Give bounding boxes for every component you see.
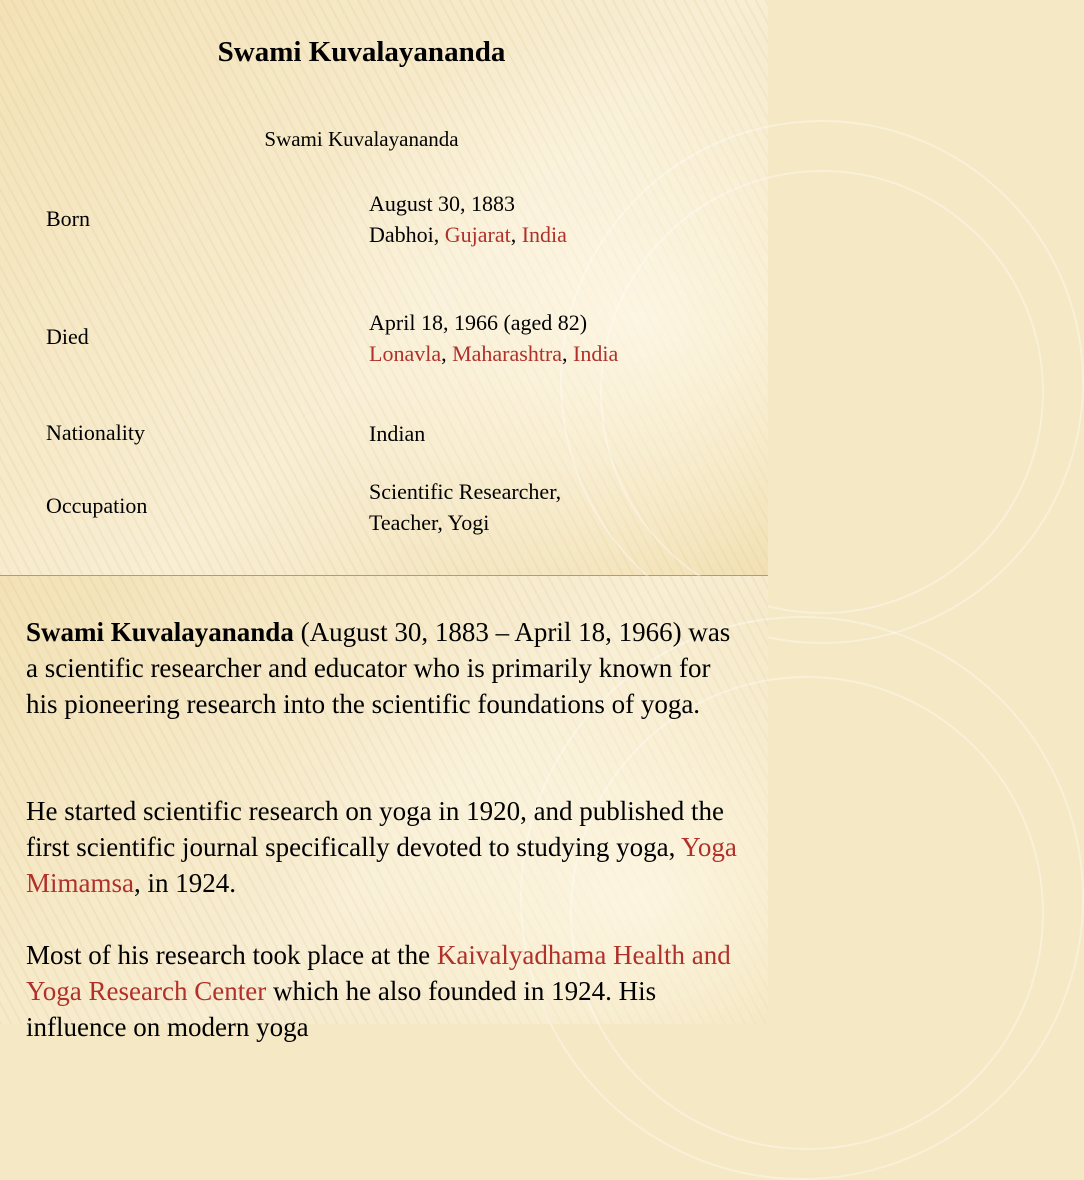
born-town: Dabhoi [369, 222, 434, 247]
paragraph-text: (August 30, 1883 – April 18, 1966) was a scientific researcher and educator who is primarily known for his pioneering research into the scientific foundations of yoga. [26, 617, 731, 719]
kaivalyadhama-link[interactable]: Kaivalyadhama Health and Yoga Research Center [26, 940, 731, 1006]
died-place [369, 338, 618, 369]
india-link[interactable]: India [573, 341, 619, 366]
occupation-label: Occupation [46, 493, 148, 518]
lonavla-link[interactable]: Lonavla [369, 341, 442, 366]
india-link[interactable]: India [521, 222, 567, 247]
infobox-subtitle: Swami Kuvalayananda [264, 127, 459, 151]
born-place [369, 219, 567, 250]
born-value [369, 188, 567, 250]
article-paragraph-1 [26, 614, 746, 722]
article-slide [0, 576, 768, 1042]
died-label: Died [46, 324, 89, 349]
article-paragraph-2 [26, 793, 746, 901]
separator: , [441, 341, 453, 366]
died-date: April 18, 1966 (aged 82) [369, 310, 588, 335]
infobox-slide [0, 0, 768, 576]
gujarat-link[interactable]: Gujarat [444, 222, 511, 247]
infobox-title: Swami Kuvalayananda [217, 36, 506, 68]
nationality-label: Nationality [46, 420, 145, 445]
separator: , [510, 222, 522, 247]
occupation-value [369, 476, 561, 538]
maharashtra-link[interactable]: Maharashtra [452, 341, 563, 366]
paragraph-text: , in 1924. [134, 868, 237, 898]
born-date: August 30, 1883 [369, 191, 516, 216]
nationality-value: Indian [369, 421, 426, 446]
born-label: Born [46, 206, 90, 231]
yoga-mimamsa-link[interactable]: Yoga Mimamsa [26, 832, 737, 898]
separator: , [562, 341, 574, 366]
decorative-arc [570, 676, 1044, 1150]
decorative-arc [600, 170, 1044, 614]
paragraph-text: Most of his research took place at the [26, 940, 437, 970]
paragraph-text: He started scientific research on yoga in 1920, and published the first scientific journal specifically devoted to studying yoga, [26, 796, 725, 862]
subject-name: Swami Kuvalayananda [26, 617, 294, 647]
paragraph-text: which he also founded in 1924. His influence on modern yoga [26, 976, 657, 1042]
occupation-line: Scientific Researcher, [369, 479, 562, 504]
separator: , [433, 222, 445, 247]
article-paragraph-3 [26, 937, 746, 1045]
occupation-line: Teacher, Yogi [369, 510, 490, 535]
died-value [369, 307, 618, 369]
